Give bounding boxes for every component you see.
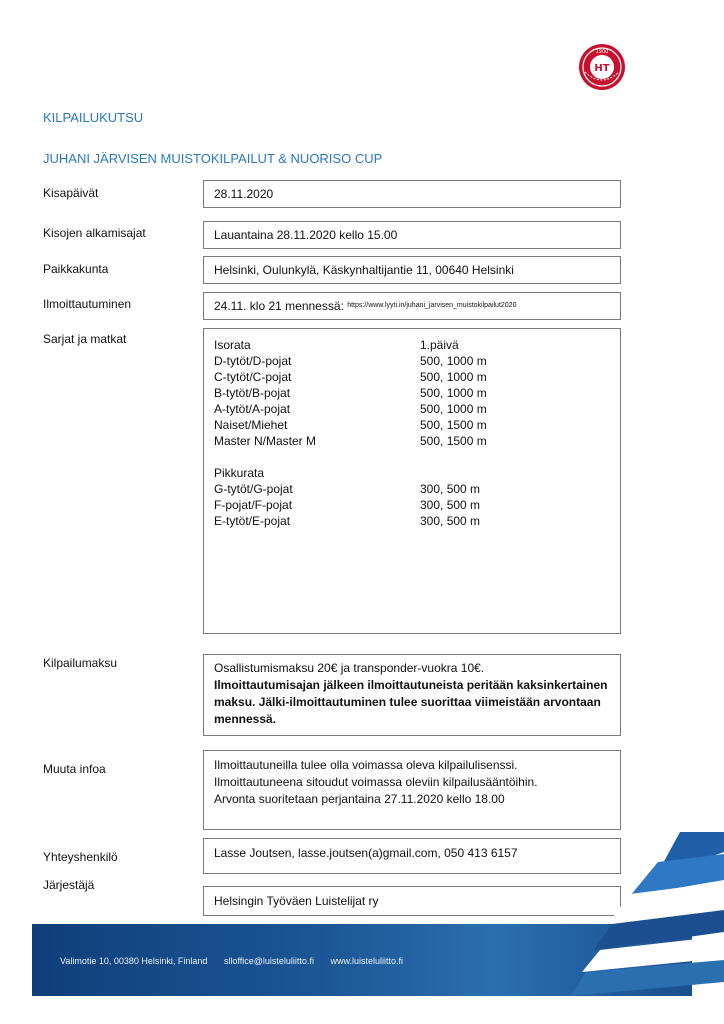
label-jarjestaja: Järjestäjä (43, 878, 95, 892)
info-line: Arvonta suoritetaan perjantaina 27.11.2020 kello 18.00 (214, 792, 505, 806)
logo-year: 1900 (595, 49, 609, 55)
list-item (214, 497, 610, 513)
box-yhteyshenkilo (203, 838, 621, 874)
logo-letters: HT (594, 63, 610, 74)
series-name: C-tytöt/C-pojat (214, 370, 292, 384)
list-item (214, 433, 610, 449)
document-title: KILPAILUKUTSU (43, 110, 144, 125)
list-item (214, 481, 610, 497)
box-kilpailumaksu (203, 654, 621, 736)
series-name: D-tytöt/D-pojat (214, 354, 292, 368)
box-muuta (203, 750, 621, 830)
list-item (214, 513, 610, 529)
list-item (214, 401, 610, 417)
list-item (214, 385, 610, 401)
info-line: Ilmoittautuneena sitoudut voimassa oleviin kilpailusääntöihin. (214, 775, 538, 789)
series-distance: 500, 1000 m (420, 370, 487, 384)
value-alkamisajat: Lauantaina 28.11.2020 kello 15.00 (214, 228, 398, 242)
label-alkamisajat: Kisojen alkamisajat (43, 226, 146, 240)
isorata-header: Isorata (214, 338, 251, 352)
footer-email[interactable]: slloffice@luisteluliitto.fi (223, 956, 314, 966)
series-name: G-tytöt/G-pojat (214, 482, 293, 496)
box-kisapaivat (203, 180, 621, 208)
list-item (214, 417, 610, 433)
list-item (214, 353, 610, 369)
series-name: Naiset/Miehet (214, 418, 288, 432)
series-distance: 500, 1000 m (420, 402, 487, 416)
series-distance: 500, 1000 m (420, 386, 487, 400)
fee-text: Osallistumismaksu 20€ ja transponder-vuokra 10€. (214, 661, 485, 675)
series-name: Master N/Master M (214, 434, 317, 448)
pikkurata-header: Pikkurata (214, 466, 265, 480)
info-line: Ilmoittautuneilla tulee olla voimassa oleva kilpailulisenssi. (214, 758, 518, 772)
series-name: A-tytöt/A-pojat (214, 402, 291, 416)
box-ilmoittautuminen (203, 292, 621, 320)
isorata-day: 1.päivä (420, 338, 459, 352)
value-kisapaivat: 28.11.2020 (214, 187, 274, 201)
event-title: JUHANI JÄRVISEN MUISTOKILPAILUT & NUORISO CUP (43, 151, 383, 166)
value-jarjestaja: Helsingin Työväen Luistelijat ry (214, 894, 379, 908)
box-alkamisajat (203, 221, 621, 249)
footer-address: Valimotie 10, 00380 Helsinki, Finland (60, 956, 208, 966)
value-paikkakunta: Helsinki, Oulunkylä, Käskynhaltijantie 11, 00640 Helsinki (214, 263, 514, 277)
club-logo (577, 42, 627, 92)
box-jarjestaja (203, 886, 621, 916)
label-kisapaivat: Kisapäivät (43, 186, 99, 200)
decorative-stripes-icon (560, 832, 724, 996)
series-name: F-pojat/F-pojat (214, 498, 293, 512)
label-ilmoittautuminen: Ilmoittautuminen (43, 297, 132, 311)
box-sarjat (203, 328, 621, 634)
label-muuta: Muuta infoa (43, 762, 106, 776)
value-yhteyshenkilo: Lasse Joutsen, lasse.joutsen(a)gmail.com, 050 413 6157 (214, 846, 518, 860)
series-distance: 500, 1500 m (420, 434, 487, 448)
footer-text (60, 956, 417, 966)
pikkurata-header-row (214, 465, 610, 481)
list-item (214, 369, 610, 385)
footer-website[interactable]: www.luisteluliitto.fi (330, 956, 403, 966)
series-distance: 300, 500 m (420, 514, 481, 528)
box-paikkakunta (203, 256, 621, 284)
series-distance: 500, 1500 m (420, 418, 487, 432)
series-name: E-tytöt/E-pojat (214, 514, 291, 528)
isorata-header-row (214, 337, 610, 353)
label-kilpailumaksu: Kilpailumaksu (43, 656, 118, 670)
registration-link[interactable]: https://www.lyyti.in/juhani_jarvisen_muistokilpailut2020 (347, 302, 517, 309)
label-paikkakunta: Paikkakunta (43, 262, 109, 276)
series-distance: 300, 500 m (420, 498, 481, 512)
series-name: B-tytöt/B-pojat (214, 386, 291, 400)
series-distance: 500, 1000 m (420, 354, 487, 368)
late-fee-text: Ilmoittautumisajan jälkeen ilmoittautuneista peritään kaksinkertainen maksu. Jälki-ilmoittautuminen tulee suorittaa viimeistään arvontaan mennessä. (214, 678, 608, 726)
label-sarjat: Sarjat ja matkat (43, 332, 127, 346)
value-ilmoittautuminen: 24.11. klo 21 mennessä: (214, 299, 344, 313)
label-yhteyshenkilo: Yhteyshenkilö (43, 850, 118, 864)
series-distance: 300, 500 m (420, 482, 481, 496)
